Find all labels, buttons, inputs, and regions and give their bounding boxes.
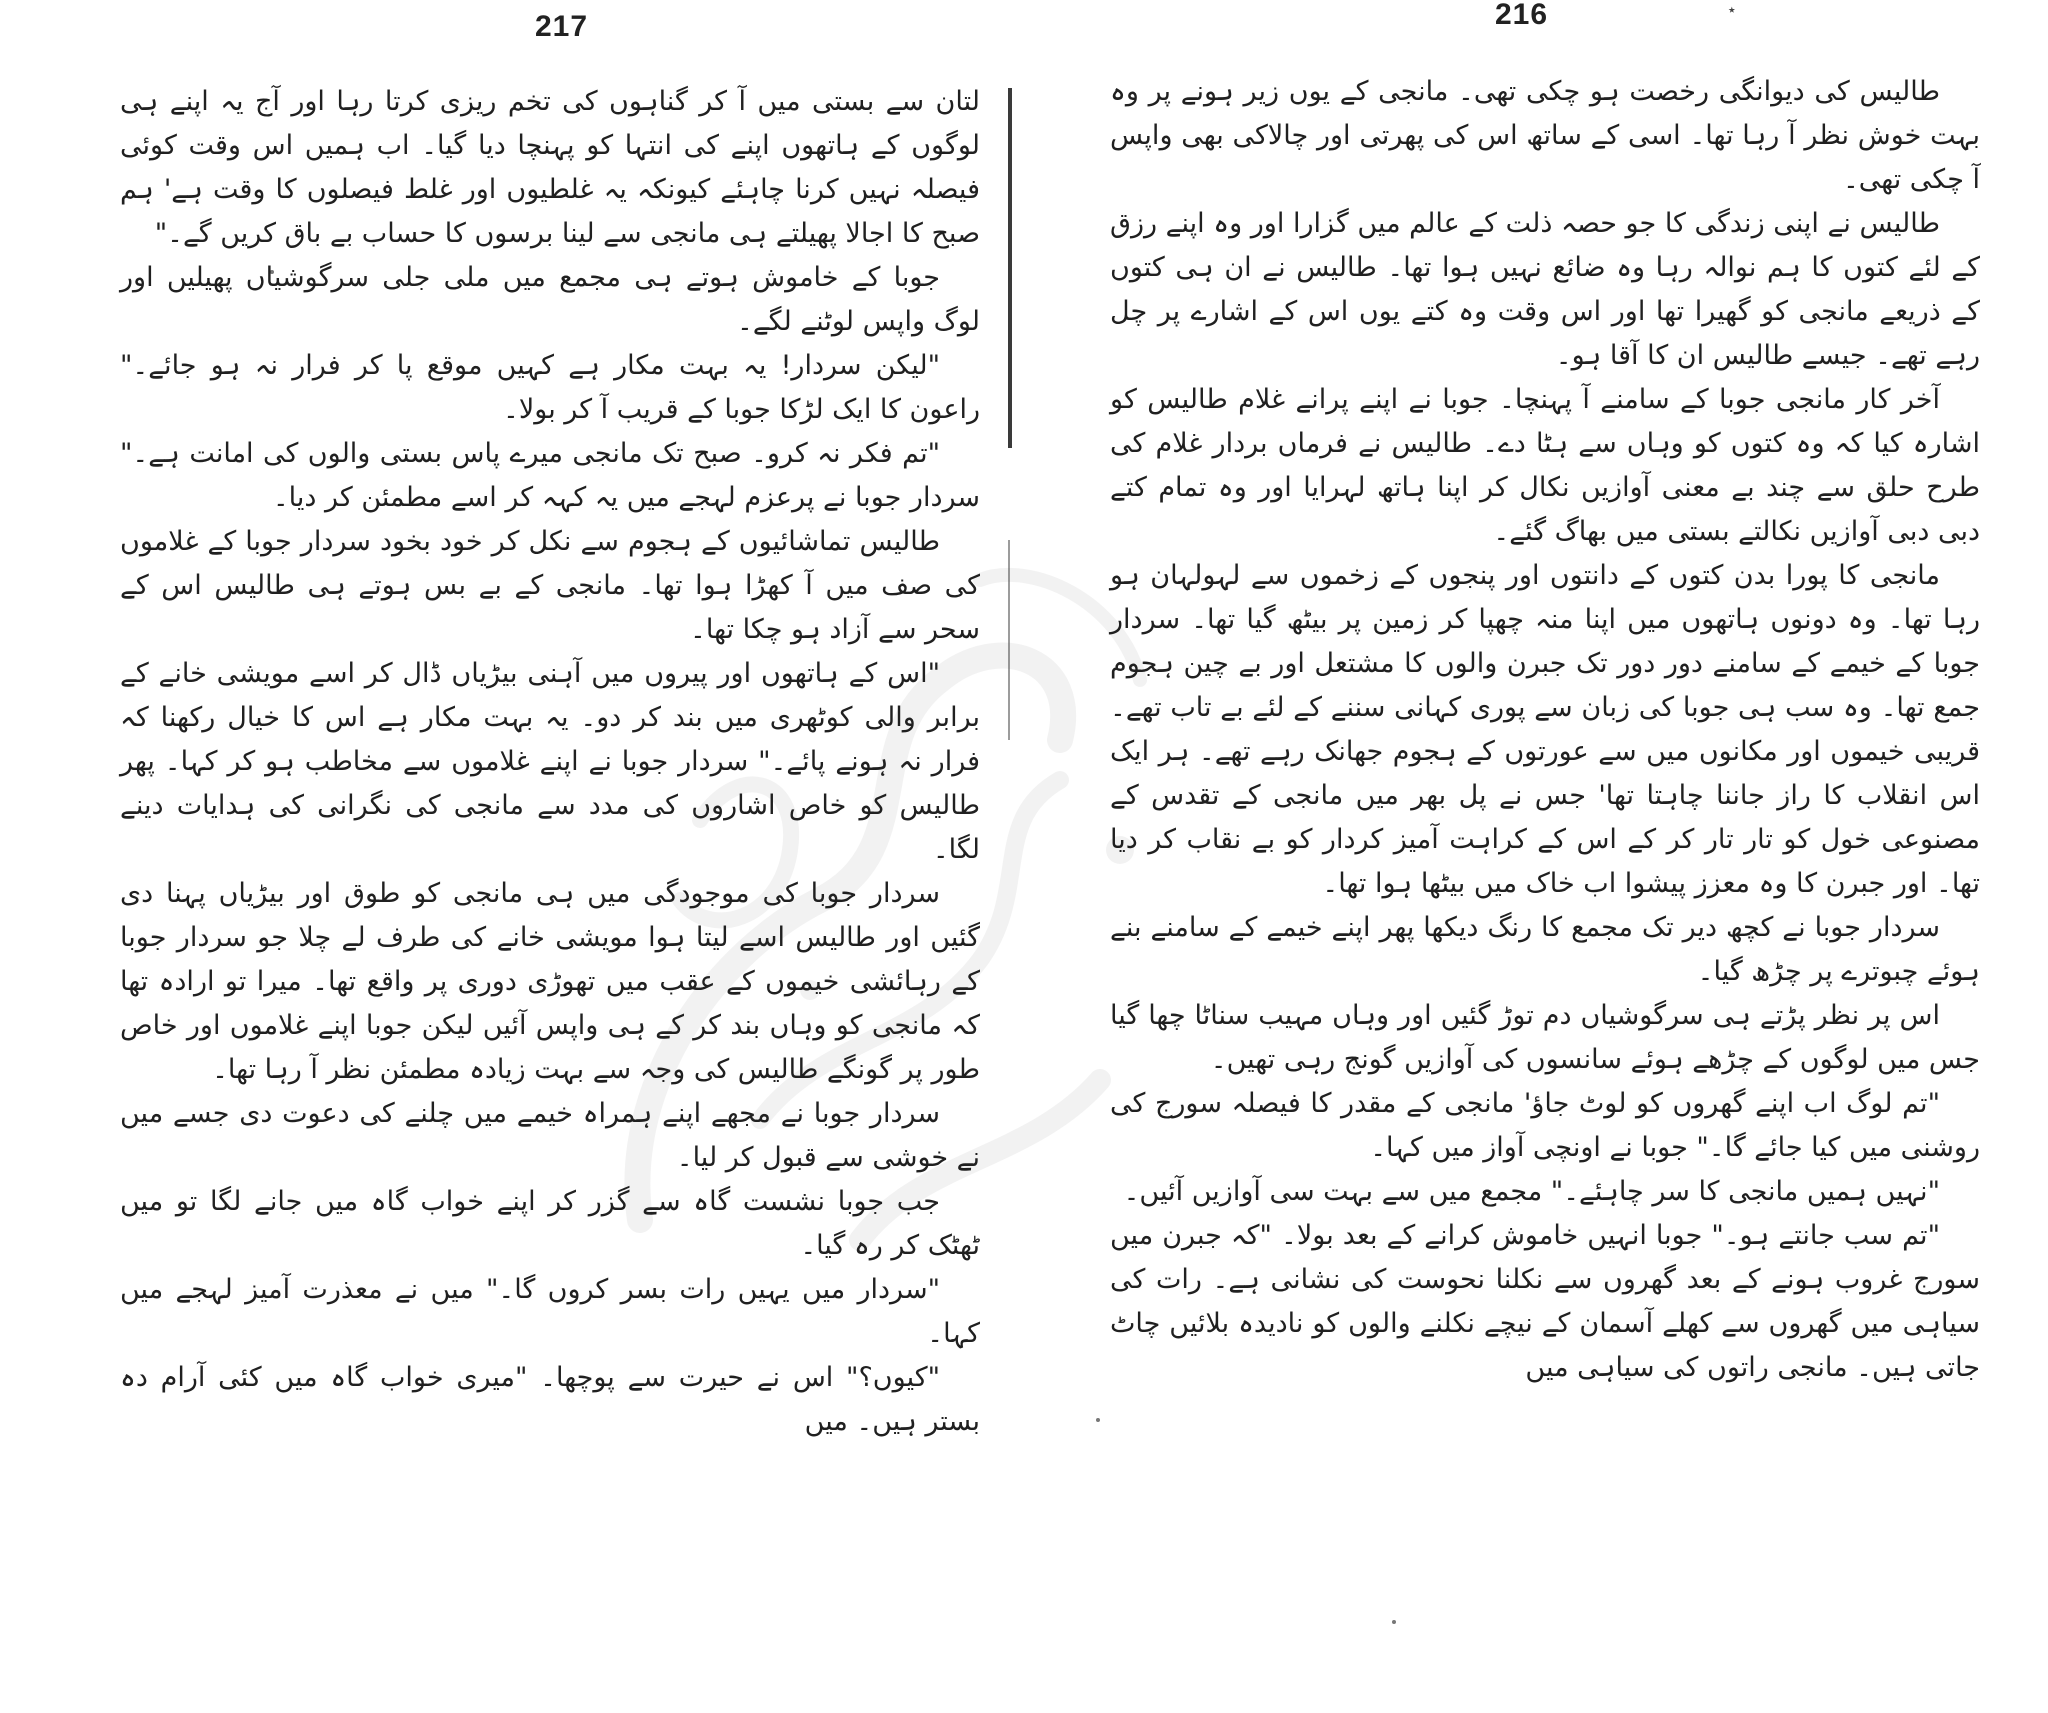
paragraph: طالیس نے اپنی زندگی کا جو حصہ ذلت کے عالم میں گزارا اور وہ اپنے رزق کے لئے کتوں کا ہم نوالہ رہا وہ ضائع نہیں ہوا تھا۔ طالیس نے ان ہی کتوں کے ذریعے مانجی کو گھیرا تھا اور اس وقت وہ کتے یوں اس کے اشارے پر چل رہے تھے۔ جیسے طالیس ان کا آقا ہو۔ [1110, 208, 1980, 371]
page-text [120, 80, 980, 1444]
paragraph: طالیس تماشائیوں کے ہجوم سے نکل کر خود بخود سردار جوبا کے غلاموں کی صف میں آ کھڑا ہوا تھا۔ مانجی کے بے بس ہوتے ہی طالیس اس کے سحر سے آزاد ہو چکا تھا۔ [120, 526, 980, 645]
paragraph: جوبا کے خاموش ہوتے ہی مجمع میں ملی جلی سرگوشیاں پھیلیں اور لوگ واپس لوٹنے لگے۔ [120, 262, 980, 337]
left-page [120, 0, 980, 1713]
paragraph: "تم فکر نہ کرو۔ صبح تک مانجی میرے پاس بستی والوں کی امانت ہے۔" سردار جوبا نے پرعزم لہجے میں یہ کہہ کر اسے مطمئن کر دیا۔ [120, 438, 980, 513]
page-number: 217 [535, 10, 589, 43]
scan-mark: ٭ [1728, 2, 1736, 18]
paragraph: جب جوبا نشست گاہ سے گزر کر اپنے خواب گاہ میں جانے لگا تو میں ٹھٹک کر رہ گیا۔ [120, 1186, 980, 1261]
paragraph: لتان سے بستی میں آ کر گناہوں کی تخم ریزی کرتا رہا اور آج یہ اپنے ہی لوگوں کے ہاتھوں اپنے کی انتہا کو پہنچا دیا گیا۔ اب ہمیں اس وقت کوئی فیصلہ نہیں کرنا چاہئے کیونکہ یہ غلطیوں اور غلط فیصلوں کا وقت ہے' ہم صبح کا اجالا پھیلتے ہی مانجی سے لینا برسوں کا حساب بے باق کریں گے۔" [120, 86, 980, 249]
gutter-line [1008, 88, 1012, 448]
paragraph: "تم سب جانتے ہو۔" جوبا انہیں خاموش کرانے کے بعد بولا۔ "کہ جبرن میں سورج غروب ہونے کے بعد گھروں سے نکلنا نحوست کی نشانی ہے۔ رات کی سیاہی میں گھروں سے کھلے آسمان کے نیچے نکلنے والوں کو نادیدہ بلائیں چاٹ جاتی ہیں۔ مانجی راتوں کی سیاہی میں [1110, 1220, 1980, 1383]
paragraph: "لیکن سردار! یہ بہت مکار ہے کہیں موقع پا کر فرار نہ ہو جائے۔" راعون کا ایک لڑکا جوبا کے قریب آ کر بولا۔ [120, 350, 980, 425]
gutter-line [1008, 540, 1010, 740]
paragraph: اس پر نظر پڑتے ہی سرگوشیاں دم توڑ گئیں اور وہاں مہیب سناٹا چھا گیا جس میں لوگوں کے چڑھے ہوئے سانسوں کی آوازیں گونج رہی تھیں۔ [1110, 1000, 1980, 1075]
page-text [1110, 70, 1980, 1390]
paragraph: "اس کے ہاتھوں اور پیروں میں آہنی بیڑیاں ڈال کر اسے مویشی خانے کے برابر والی کوٹھری میں بند کر دو۔ یہ بہت مکار ہے اس کا خیال رکھنا کہ فرار نہ ہونے پائے۔" سردار جوبا نے اپنے غلاموں سے مخاطب ہو کر کہا۔ پھر طالیس کو خاص اشاروں کی مدد سے مانجی کی نگرانی کی ہدایات دینے لگا۔ [120, 658, 980, 865]
paragraph: سردار جوبا نے کچھ دیر تک مجمع کا رنگ دیکھا پھر اپنے خیمے کے سامنے بنے ہوئے چبوترے پر چڑھ گیا۔ [1110, 912, 1980, 987]
paragraph: "کیوں؟" اس نے حیرت سے پوچھا۔ "میری خواب گاہ میں کئی آرام دہ بستر ہیں۔ میں [120, 1362, 980, 1437]
right-page [1110, 0, 1980, 1713]
paragraph: "سردار میں یہیں رات بسر کروں گا۔" میں نے معذرت آمیز لہجے میں کہا۔ [120, 1274, 980, 1349]
paragraph: آخر کار مانجی جوبا کے سامنے آ پہنچا۔ جوبا نے اپنے پرانے غلام طالیس کو اشارہ کیا کہ وہ کتوں کو وہاں سے ہٹا دے۔ طالیس نے فرماں بردار غلام کی طرح حلق سے چند بے معنی آوازیں نکال کر اپنا ہاتھ لہرایا اور وہ تمام کتے دبی دبی آوازیں نکالتے بستی میں بھاگ گئے۔ [1110, 384, 1980, 547]
paragraph: طالیس کی دیوانگی رخصت ہو چکی تھی۔ مانجی کے یوں زیر ہونے پر وہ بہت خوش نظر آ رہا تھا۔ اسی کے ساتھ اس کی پھرتی اور چالاکی بھی واپس آ چکی تھی۔ [1110, 76, 1980, 195]
paragraph: مانجی کا پورا بدن کتوں کے دانتوں اور پنجوں کے زخموں سے لہولہان ہو رہا تھا۔ وہ دونوں ہاتھوں میں اپنا منہ چھپا کر زمین پر بیٹھ گیا تھا۔ سردار جوبا کے خیمے کے سامنے دور دور تک جبرن والوں کا مشتعل اور بے چین ہجوم جمع تھا۔ وہ سب ہی جوبا کی زبان سے پوری کہانی سننے کے لئے بے تاب تھے۔ قریبی خیموں اور مکانوں میں سے عورتوں کے ہجوم جھانک رہے تھے۔ ہر ایک اس انقلاب کا راز جاننا چاہتا تھا' جس نے پل بھر میں مانجی کے تقدس کے مصنوعی خول کو تار تار کر کے اس کے کراہت آمیز کردار کو بے نقاب کر دیا تھا۔ اور جبرن کا وہ معزز پیشوا اب خاک میں بیٹھا ہوا تھا۔ [1110, 560, 1980, 899]
paragraph: "تم لوگ اب اپنے گھروں کو لوٹ جاؤ' مانجی کے مقدر کا فیصلہ سورج کی روشنی میں کیا جائے گا۔" جوبا نے اونچی آواز میں کہا۔ [1110, 1088, 1980, 1163]
paragraph: "نہیں ہمیں مانجی کا سر چاہئے۔" مجمع میں سے بہت سی آوازیں آئیں۔ [1123, 1176, 1940, 1207]
paragraph: سردار جوبا نے مجھے اپنے ہمراہ خیمے میں چلنے کی دعوت دی جسے میں نے خوشی سے قبول کر لیا۔ [120, 1098, 980, 1173]
scan-speck [1096, 1418, 1100, 1422]
page-number: 216 [1495, 0, 1549, 31]
paragraph: سردار جوبا کی موجودگی میں ہی مانجی کو طوق اور بیڑیاں پہنا دی گئیں اور طالیس اسے لیتا ہوا مویشی خانے کی طرف لے چلا جو سردار جوبا کے رہائشی خیموں کے عقب میں تھوڑی دوری پر واقع تھا۔ میرا تو ارادہ تھا کہ مانجی کو وہاں بند کر کے ہی واپس آئیں لیکن جوبا اپنے غلاموں اور خاص طور پر گونگے طالیس کی وجہ سے بہت زیادہ مطمئن نظر آ رہا تھا۔ [120, 878, 980, 1085]
